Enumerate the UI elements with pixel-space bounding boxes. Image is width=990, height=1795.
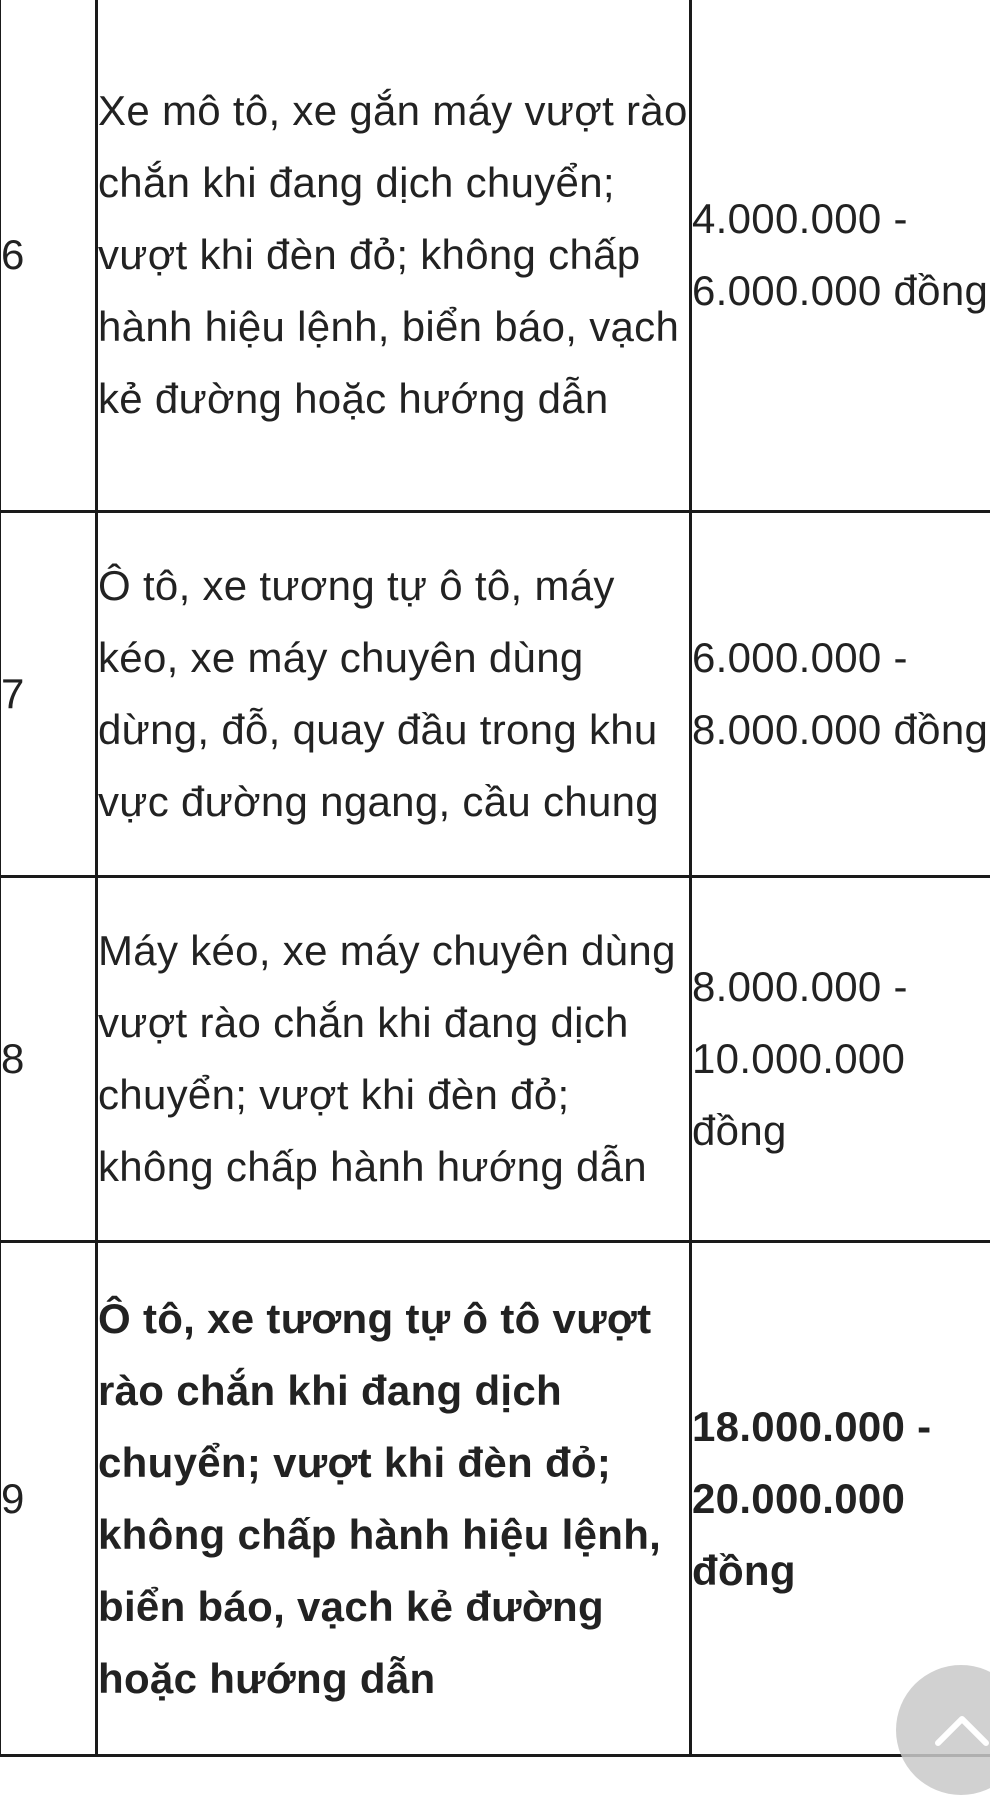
- fine-amount: 6.000.000 - 8.000.000 đồng: [691, 512, 990, 877]
- violation-description: Máy kéo, xe máy chuyên dùng vượt rào chắn khi đang dịch chuyển; vượt khi đèn đỏ; không chấp hành hướng dẫn: [97, 877, 691, 1242]
- chevron-up-icon: [934, 1713, 990, 1747]
- table-row: [0, 877, 990, 1242]
- fine-amount: 8.000.000 - 10.000.000 đồng: [691, 877, 990, 1242]
- fine-amount: 4.000.000 - 6.000.000 đồng: [691, 0, 990, 512]
- table-row: [0, 1242, 990, 1756]
- violation-description: Ô tô, xe tương tự ô tô vượt rào chắn khi đang dịch chuyển; vượt khi đèn đỏ; không chấp hành hiệu lệnh, biển báo, vạch kẻ đường hoặc hướng dẫn: [97, 1242, 691, 1756]
- table-row: [0, 512, 990, 877]
- fine-amount: 18.000.000 - 20.000.000 đồng: [691, 1242, 990, 1756]
- row-number: 9: [0, 1242, 97, 1756]
- row-number: 8: [0, 877, 97, 1242]
- row-number: 7: [0, 512, 97, 877]
- violation-description: Ô tô, xe tương tự ô tô, máy kéo, xe máy chuyên dùng dừng, đỗ, quay đầu trong khu vực đường ngang, cầu chung: [97, 512, 691, 877]
- table-row: [0, 0, 990, 512]
- violation-description: Xe mô tô, xe gắn máy vượt rào chắn khi đang dịch chuyển; vượt khi đèn đỏ; không chấp hành hiệu lệnh, biển báo, vạch kẻ đường hoặc hướng dẫn: [97, 0, 691, 512]
- row-number: 6: [0, 0, 97, 512]
